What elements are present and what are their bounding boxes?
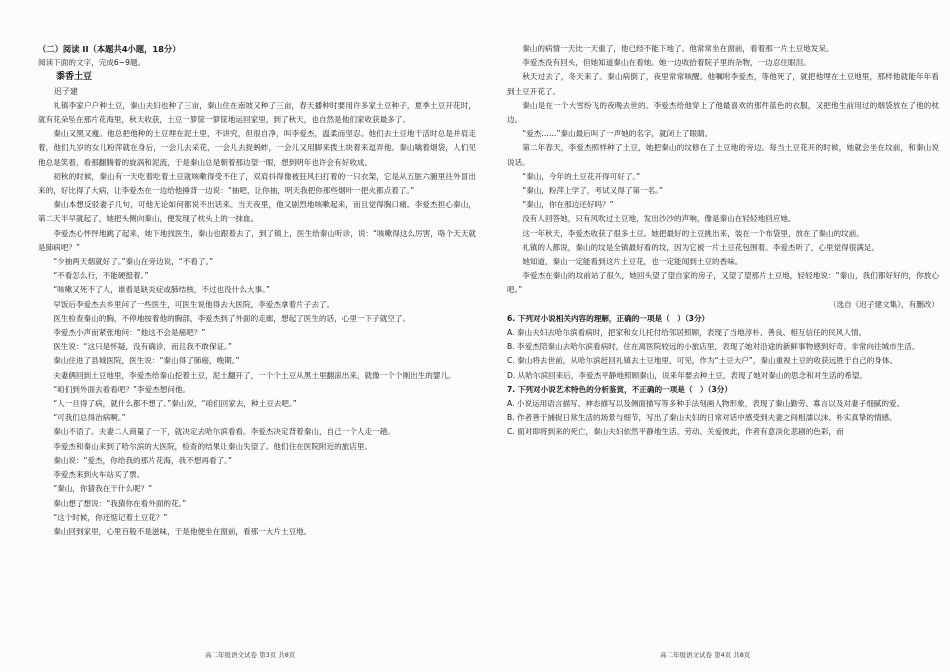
- footer-left: 高二年级语文试卷 第3页 共8页: [205, 651, 296, 659]
- question-7: [507, 383, 939, 440]
- paragraph: “不看怎么行，不能硬挺着。”: [53, 271, 149, 281]
- paragraph: 秦山不语了。夫妻二人商量了一下，就决定去哈尔滨看看。李爱杰决定背着秦山，自己一个人走一趟。: [53, 427, 395, 437]
- paragraph: 秋天过去了，冬天来了。秦山病倒了，夜里常常咳醒。他嘱咐李爱杰，等他死了，就把他埋在土豆地里，那样他就能年年看到土豆开花了。: [507, 72, 939, 96]
- paragraph: 秦山住进了县城医院，医生说：“秦山得了肺癌，晚期。”: [53, 356, 240, 366]
- question-6: [507, 312, 939, 383]
- paragraph: 秦山回到家里，心里百般不是滋味，于是他便坐在窗前，看那一大片土豆地。: [53, 526, 312, 536]
- paragraph: “咳嗽又死不了人，谁看是缺炎症或肺结核，不过也没什么大事。”: [53, 285, 270, 295]
- paragraph: 早饭后李爱杰去乡里问了一些医生，可医生说他得去大医院，李爱杰拿着片子去了。: [53, 299, 335, 309]
- paragraph: 秦山又黑又瘦。他总把他种的土豆埋在泥土里，不讲究，但很自净，叫李爱杰，温柔而坚忍。他们去土豆地干活时总是并肩走着，他们九岁的女儿粉萍就在身后，一会儿去采花，一会儿去捉蚂蚱，一会儿又用脚来拨土块着来逗弄他。秦山噙着烟袋，人们见他总是笑着，看那翻腾着的旋涡和泥流，于是秦山总是朝着那边望一眼，想到明年也许会有好收成。: [38, 129, 476, 167]
- paragraph: “秦山，粉萍上学了，考试又得了第一名。”: [522, 186, 663, 196]
- paragraph: 礼镇的人都说，秦山的坟是全镇最好看的坟，因为它被一片土豆花包围着。李爱杰听了，心里觉得很满足。: [522, 242, 880, 252]
- paragraph: 秦山说：“爱杰，你给我的那片花海，我不想再看了。”: [53, 455, 232, 465]
- question-6-option-a: A. 秦山夫妇去哈尔滨看病时，把家和女儿托付给邻居照顾，表现了当地淳朴、善良、相互信任的民风人情。: [507, 328, 867, 338]
- right-story-body: [507, 42, 939, 312]
- story-title: 黍香土豆: [56, 72, 93, 83]
- paragraph: 秦山是在一个大雪纷飞的夜晚去世的。李爱杰给他穿上了他最喜欢的那件蓝色的衣服，又把他生前用过的烟袋放在了他的枕边。: [507, 100, 939, 125]
- story-author: 迟子建: [54, 86, 78, 96]
- question-7-option-c: C. 面对即将到来的死亡，秦山夫妇依然平静地生活、劳动、关爱彼此，作者有意淡化悲剧的色彩，而: [507, 427, 844, 437]
- question-7-stem: 7. 下列对小说艺术特色的分析鉴赏，不正确的一项是（ ）（3分）: [507, 384, 732, 394]
- question-6-option-c: C. 秦山将去世前，从哈尔滨赶回礼镇去土豆地里，可见，作为“土豆大户”，秦山重视土豆的收获远胜于自己的身体。: [507, 356, 898, 366]
- column-divider: [489, 40, 490, 640]
- paragraph: 李爱杰和秦山来到了哈尔滨的大医院，检查的结果让秦山失望了。他们住在医院附近的旅店里。: [53, 441, 373, 451]
- right-column: [507, 42, 939, 440]
- paragraph: 这一年秋天，李爱杰收获了很多土豆。她把最好的土豆挑出来，装在一个布袋里，放在了秦山的坟前。: [522, 228, 864, 238]
- question-6-option-d: D. 从哈尔滨回来后，李爱杰平静地照顾秦山，说来年要去种土豆，表现了她对秦山的思念和对生活的希望。: [507, 370, 867, 380]
- left-story-body: [38, 99, 476, 539]
- instruction: 阅读下面的文字，完成6~9题。: [38, 58, 146, 68]
- paragraph: “人一旦得了病，就什么都不想了。”秦山说，“咱们回家去，种土豆去吧。”: [53, 399, 297, 409]
- paragraph: 秦山想了想说：“我猜你在看外面的花。”: [53, 498, 187, 508]
- paragraph: 李爱杰心怦怦地跳了起来，她下地找医生，秦山也跟着去了，到了镇上，医生给秦山听诊，说：“咳嗽得这么厉害，咯个天天就是肺病吧？”: [38, 228, 476, 252]
- paragraph: 没有人回答她，只有风吹过土豆地，发出沙沙的声响，像是秦山在轻轻地回应她。: [522, 214, 796, 224]
- paragraph: “秦山，你在那边还好吗？”: [522, 200, 614, 210]
- paragraph: 医生检查秦山的胸，不停地按着他的胸部，李爱杰到了外面的走廊，想起了医生的话，心里一下子就空了。: [53, 313, 411, 323]
- paragraph: 秦山本想反驳妻子几句，可他无论如何都说不出话来。当天夜里，他又剧烈地咳嗽起来，而且觉得胸口痛。李爱杰担心秦山，第二天半早就起了，她把头侧向秦山，便发现了枕头上的一抹血。: [38, 200, 476, 224]
- paragraph: 李爱杰在秦山的坟前站了很久，她回头望了望自家的房子，又望了望那片土豆地，轻轻地说：“秦山，我们都好好的，你放心吧。”: [507, 271, 939, 295]
- source-note: （选自《迟子建文集》，有删改）: [828, 299, 939, 309]
- paragraph: “秦山，你猜我在干什么呢？”: [53, 484, 153, 494]
- paragraph: 李爱杰小声而紧张地问：“他这不会是癌吧？”: [53, 328, 206, 338]
- question-6-option-b: B. 李爱杰陪秦山去哈尔滨看病时，住在离医院较远的小旅店里，表现了她对沿途的新鲜事物感到好奇，非常向往城市生活。: [507, 342, 920, 352]
- question-7-option-a: A. 小说运用语言描写、神态描写以及侧面描写等多种手法刻画人物形象，表现了秦山勤劳、寡言以及对妻子细腻的爱。: [507, 399, 905, 409]
- footer-right: 高二年级语文试卷 第4页 共8页: [660, 651, 751, 659]
- paragraph: 她知道，秦山一定能看到这片土豆花，也一定能闻到土豆的香味。: [522, 257, 743, 267]
- paragraph: 李爱杰没有回头，但她知道秦山在看她。她一边收拾着院子里的杂物，一边忍住眼泪。: [522, 58, 811, 68]
- paragraph: 医生说：“这只是怀疑，没有确诊，而且我不敢保证。”: [53, 342, 232, 352]
- paragraph: “咱们到外面去看看吧？”李爱杰想问他。: [53, 384, 191, 394]
- paragraph: “这个时候，你还惦记着土豆花？”: [53, 512, 168, 522]
- section-title: （二）阅读 II（本题共4小题，18分）: [38, 44, 181, 54]
- paragraph: 夫妻俩回到土豆地里，李爱杰给秦山挖着土豆，泥土翻开了，一个个土豆从黑土里翻滚出来，就像一个个刚出生的婴儿。: [53, 370, 456, 380]
- paragraph: 秦山的病情一天比一天重了，他已经不能下地了。他常常坐在窗前，看着那一片土豆地发呆。: [522, 44, 834, 53]
- paragraph: 第二年春天，李爱杰照样种了土豆，她把秦山的坟修在了土豆地的旁边。每当土豆花开的时候，她就会坐在坟前，和秦山说说话。: [507, 143, 939, 167]
- paragraph: “爱杰……”秦山最后叫了一声她的名字，就闭上了眼睛。: [522, 129, 713, 139]
- paragraph: “可我们总得治病啊。”: [53, 413, 126, 423]
- paragraph: 初秋的时候，秦山有一天吃着吃着土豆就咳嗽得受不住了，双肩抖得像被狂风扫打着的一只衣架，它是从五脏六腑里往外冒出来的，好比得了大病，让李爱杰在一边给他捶背一边说：“抽吧，让你抽，明天我把你那些烟叶一把火都点着了。”: [38, 171, 476, 196]
- paragraph: “少抽两天烟就好了。”秦山在旁边说，“不看了。”: [53, 257, 214, 267]
- paragraph: 李爱杰来到火车站买了票。: [53, 470, 145, 480]
- question-6-stem: 6. 下列对小说相关内容的理解，正确的一项是（ ）（3分）: [507, 313, 710, 323]
- paragraph: “秦山，今年的土豆花开得可好了。”: [522, 171, 641, 181]
- left-column: [38, 42, 476, 539]
- paragraph: 礼镇李家户户种土豆，秦山夫妇也种了三亩，秦山住在南坡又种了三亩，春天播种时要用许多家土豆种子，夏季土豆开花时，就有花朵坠在那片花海里，秋天收获，土豆一箩筐一箩筐地运回家里，到了秋天，也自然是他们家收获最多了。: [38, 100, 476, 125]
- question-7-option-b: B. 作者善于捕捉日常生活的场景与细节，写出了秦山夫妇的日常对话中感受到夫妻之间相濡以沫、朴实真挚的情感。: [507, 413, 897, 423]
